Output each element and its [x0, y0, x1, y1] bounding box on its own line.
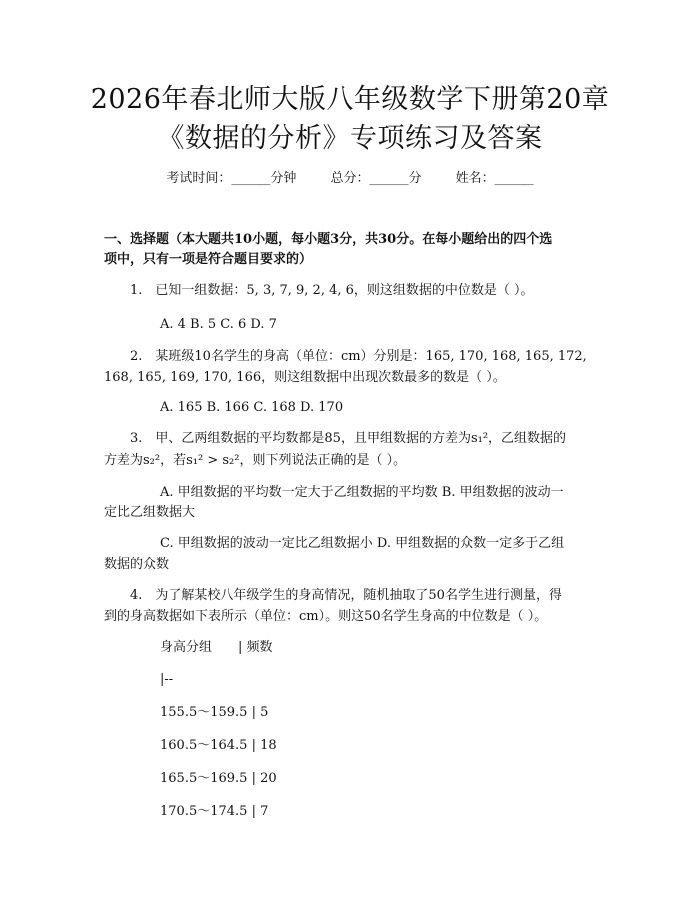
- table-header: 身高分组 | 频数: [160, 640, 273, 655]
- question-4-text-line-1: 4. 为了解某校八年级学生的身高情况，随机抽取了50名学生进行测量，得: [130, 588, 562, 603]
- question-3-option-ab-line-1: A. 甲组数据的平均数一定大于乙组数据的平均数 B. 甲组数据的波动一: [160, 485, 564, 500]
- table-row: 160.5～164.5 | 18: [160, 738, 277, 753]
- table-row: 155.5～159.5 | 5: [160, 705, 269, 720]
- table-separator: |--: [160, 672, 174, 687]
- question-4-text-line-2: 到的身高数据如下表所示（单位：cm）。则这50名学生身高的中位数是（ ）。: [104, 609, 548, 624]
- question-2-text-line-1: 2. 某班级10名学生的身高（单位：cm）分别是：165, 170, 168, 165, 172,: [130, 349, 587, 364]
- section-heading-line-1: 一、选择题（本大题共10小题，每小题3分，共30分。在每小题给出的四个选: [104, 232, 553, 247]
- question-1-options: A. 4 B. 5 C. 6 D. 7: [160, 317, 277, 332]
- question-3-text-line-2: 方差为s₂²，若s₁² > s₂²，则下列说法正确的是（ ）。: [104, 453, 407, 468]
- question-2-options: A. 165 B. 166 C. 168 D. 170: [160, 400, 344, 415]
- exam-meta: [0, 170, 700, 188]
- question-3-option-cd-line-1: C. 甲组数据的波动一定比乙组数据小 D. 甲组数据的众数一定多于乙组: [160, 536, 565, 551]
- question-3-text-line-1: 3. 甲、乙两组数据的平均数都是85，且甲组数据的方差为s₁²，乙组数据的: [130, 431, 567, 446]
- meta-score: 总分：______分: [330, 171, 422, 186]
- title-line-2: 《数据的分析》专项练习及答案: [157, 123, 543, 154]
- question-3-option-cd-line-2: 数据的众数: [104, 557, 170, 572]
- table-row: 170.5～174.5 | 7: [160, 804, 269, 819]
- meta-time: 考试时间：______分钟: [166, 171, 297, 186]
- table-row: 165.5～169.5 | 20: [160, 771, 277, 786]
- question-1-text: 1. 已知一组数据：5, 3, 7, 9, 2, 4, 6，则这组数据的中位数是（ ）。: [130, 283, 534, 298]
- title-line-1: 2026年春北师大版八年级数学下册第20章: [90, 84, 610, 115]
- question-3-option-ab-line-2: 定比乙组数据大: [104, 505, 196, 520]
- meta-name: 姓名：______: [455, 171, 534, 186]
- section-heading-line-2: 项中，只有一项是符合题目要求的）: [104, 252, 313, 267]
- question-2-text-line-2: 168, 165, 169, 170, 166，则这组数据中出现次数最多的数是（ ）。: [104, 370, 506, 385]
